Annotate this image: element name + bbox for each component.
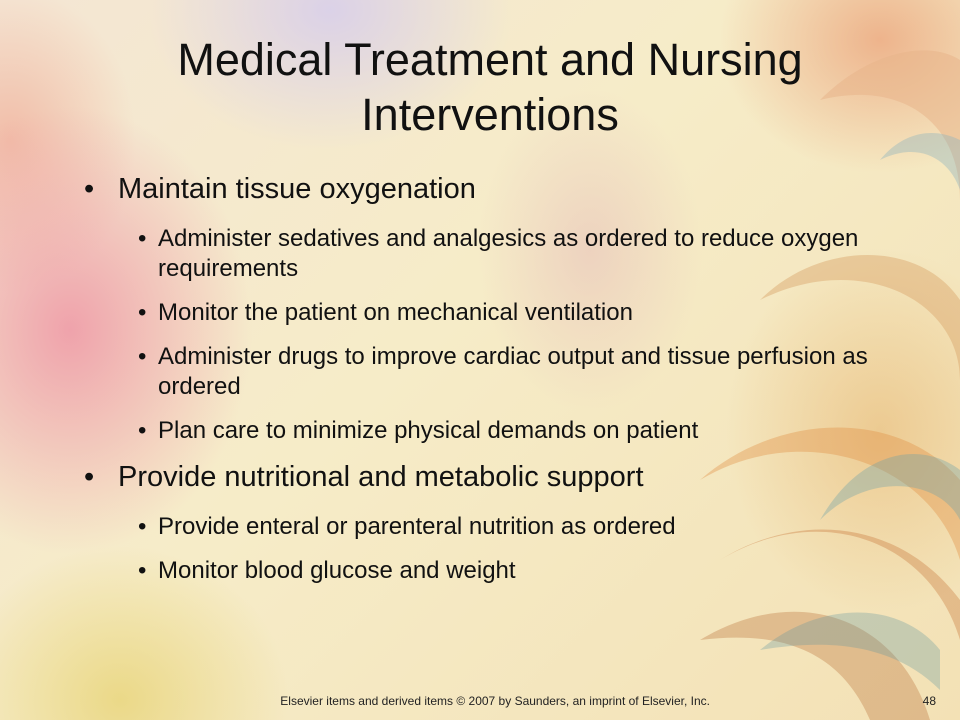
sub-bullet-list bbox=[118, 224, 900, 446]
bullet-text: • Maintain tissue oxygenation bbox=[118, 173, 476, 205]
bullet-nutritional-support bbox=[80, 460, 900, 586]
sub-bullet-item: • Provide enteral or parenteral nutrition as ordered bbox=[118, 512, 900, 542]
sub-bullet-item: • Administer sedatives and analgesics as ordered to reduce oxygen requirements bbox=[118, 224, 900, 284]
sub-bullet-list bbox=[118, 512, 900, 586]
bullet-maintain-tissue-oxygenation bbox=[80, 172, 900, 446]
sub-bullet-item: • Administer drugs to improve cardiac output and tissue perfusion as ordered bbox=[118, 342, 900, 402]
page-number: 48 bbox=[922, 694, 936, 708]
sub-bullet-item: • Monitor the patient on mechanical ventilation bbox=[118, 298, 900, 328]
sub-bullet-item: • Monitor blood glucose and weight bbox=[118, 556, 900, 586]
copyright-footer: Elsevier items and derived items © 2007 by Saunders, an imprint of Elsevier, Inc. bbox=[280, 694, 710, 708]
bullet-text: • Provide nutritional and metabolic support bbox=[118, 461, 644, 493]
slide-title: Medical Treatment and Nursing Interventions bbox=[177, 34, 803, 140]
bullet-list bbox=[80, 172, 900, 600]
sub-bullet-item: • Plan care to minimize physical demands on patient bbox=[118, 416, 900, 446]
